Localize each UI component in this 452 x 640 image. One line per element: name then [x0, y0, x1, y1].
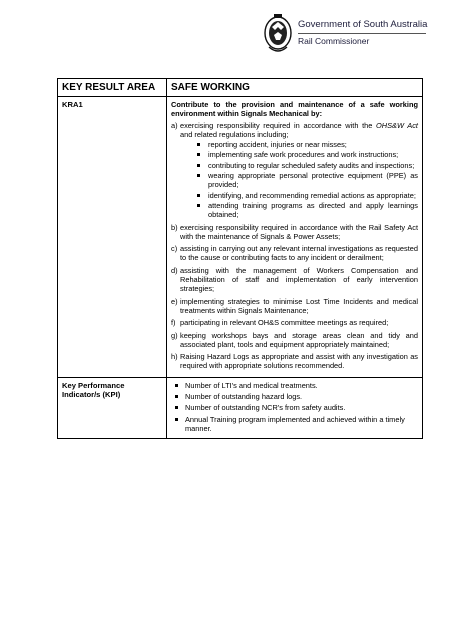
kra-intro: Contribute to the provision and maintenance of a safe working environment within Signals Mechanical by: — [171, 100, 418, 119]
item-a-bullet-list — [180, 140, 418, 219]
kpi-content — [167, 377, 423, 438]
kpi-label: Key Performance Indicator/s (KPI) — [58, 377, 167, 438]
kra-item — [171, 223, 418, 242]
kpi-list — [171, 381, 418, 433]
col1-header: KEY RESULT AREA — [58, 79, 167, 97]
kra-item — [171, 266, 418, 294]
item-text: keeping workshops bays and storage areas clean and tidy and associated plant, tools and equipment appropriately maintained; — [180, 330, 418, 349]
key-result-area-table — [57, 78, 423, 439]
item-text: assisting with the management of Workers Compensation and Rehabilitation of staff and implementation of early intervention strategies; — [180, 265, 418, 294]
kra-item — [171, 331, 418, 350]
item-text: Raising Hazard Logs as appropriate and assist with any investigation as required with appropriate solutions recommended. — [180, 352, 418, 371]
letterhead — [262, 13, 442, 61]
item-letter: c) — [171, 244, 178, 254]
department-name: Rail Commissioner — [298, 36, 370, 46]
list-item: contributing to regular scheduled safety audits and inspections; — [180, 161, 418, 170]
table-header-row — [58, 79, 423, 97]
item-a-text-start: exercising responsibility required in accordance with the — [180, 120, 377, 130]
item-text: assisting in carrying out any relevant internal investigations as requested to the cause or contributing facts to any incident or derailment; — [180, 244, 418, 263]
item-letter: d) — [171, 265, 178, 275]
kpi-item: Number of outstanding hazard logs. — [171, 392, 418, 401]
kra-item — [171, 244, 418, 263]
kra-item-a — [171, 121, 418, 220]
kra-content — [167, 97, 423, 378]
government-name: Government of South Australia — [298, 19, 428, 30]
list-item: attending training programs as directed and apply learnings obtained; — [180, 201, 418, 220]
item-letter: f) — [171, 318, 176, 328]
item-text: participating in relevant OH&S committee meetings as required; — [180, 318, 389, 328]
kra-label: KRA1 — [58, 97, 167, 378]
kpi-row — [58, 377, 423, 438]
kpi-item: Number of LTI's and medical treatments. — [171, 381, 418, 390]
list-item: implementing safe work procedures and work instructions; — [180, 150, 418, 159]
item-letter: b) — [171, 222, 178, 232]
item-a-act-name: OHS&W Act — [376, 120, 418, 130]
kra-item — [171, 318, 418, 327]
state-crest-icon — [262, 13, 294, 57]
item-a-text-end: and related regulations including; — [180, 129, 289, 139]
list-item: wearing appropriate personal protective equipment (PPE) as provided; — [180, 171, 418, 190]
kra-item — [171, 297, 418, 316]
kpi-item: Number of outstanding NCR's from safety audits. — [171, 403, 418, 412]
list-item: identifying, and recommending remedial actions as appropriate; — [180, 191, 418, 200]
list-item: reporting accident, injuries or near misses; — [180, 140, 418, 149]
item-letter: a) — [171, 120, 178, 130]
header-rule — [298, 33, 426, 34]
item-letter: h) — [171, 352, 178, 362]
kra-row — [58, 97, 423, 378]
kpi-item: Annual Training program implemented and achieved within a timely manner. — [171, 415, 418, 434]
col2-header: SAFE WORKING — [167, 79, 423, 97]
item-letter: g) — [171, 330, 178, 340]
kra-item-list — [171, 121, 418, 371]
item-letter: e) — [171, 296, 178, 306]
item-text: exercising responsibility required in accordance with the Rail Safety Act with the maintenance of Signals & Power Assets; — [180, 222, 418, 241]
kra-item — [171, 352, 418, 371]
item-text: implementing strategies to minimise Lost Time Incidents and medical treatments within Signals Maintenance; — [180, 296, 418, 315]
